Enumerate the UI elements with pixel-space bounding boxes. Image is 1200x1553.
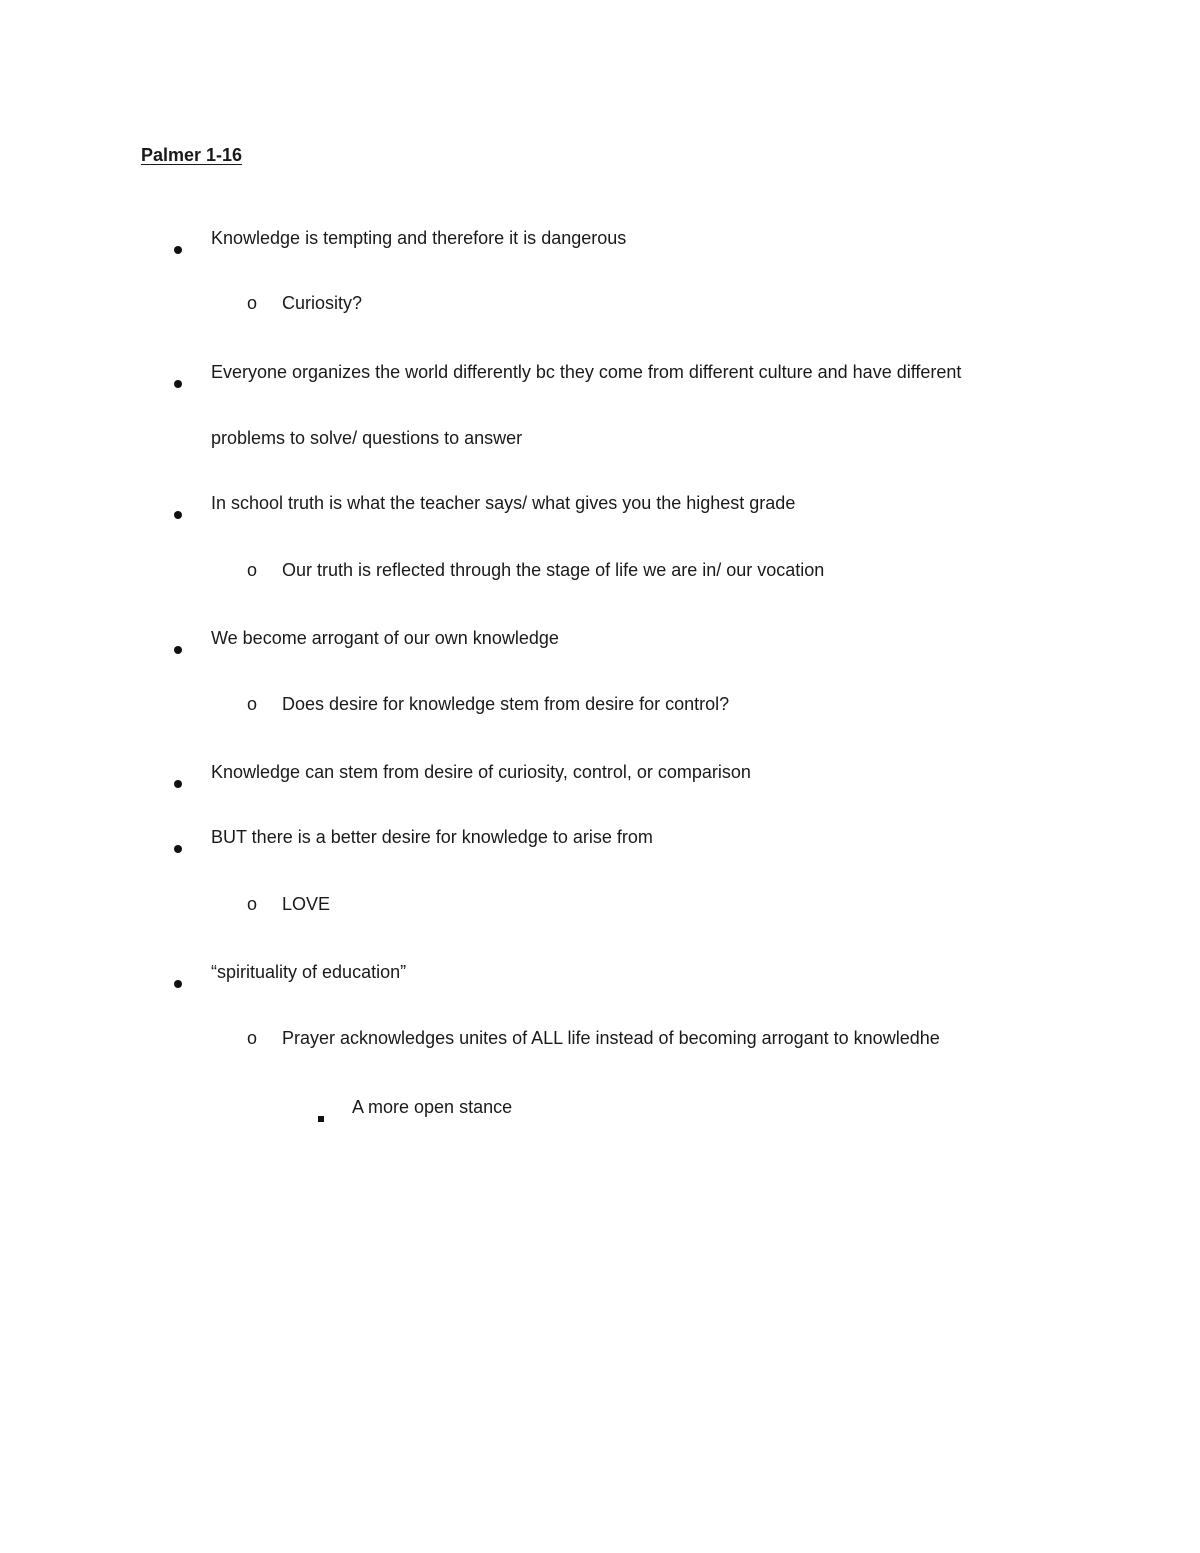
list-item: “spirituality of education”: [211, 962, 407, 982]
list-item: LOVE: [282, 894, 331, 914]
bullet-dot-icon: [174, 501, 182, 525]
bullet-dot-icon: [174, 636, 182, 660]
list-item: A more open stance: [352, 1097, 513, 1117]
sub-bullet-marker: o: [247, 293, 258, 313]
square-bullet-icon: [318, 1104, 324, 1128]
sub-bullet-marker: o: [247, 560, 258, 580]
list-item: We become arrogant of our own knowledge: [211, 628, 559, 648]
list-item: Does desire for knowledge stem from desire for control?: [282, 694, 730, 714]
bullet-dot-icon: [174, 970, 182, 994]
sub-bullet-marker: o: [247, 894, 258, 914]
list-item-continuation: problems to solve/ questions to answer: [211, 428, 523, 448]
sub-bullet-marker: o: [247, 694, 258, 714]
bullet-dot-icon: [174, 236, 182, 260]
list-item: Prayer acknowledges unites of ALL life instead of becoming arrogant to knowledhe: [282, 1028, 940, 1048]
list-item: In school truth is what the teacher says/ what gives you the highest grade: [211, 493, 796, 513]
list-item: BUT there is a better desire for knowledge to arise from: [211, 827, 653, 847]
document-title: Palmer 1-16: [141, 145, 243, 165]
list-item: Curiosity?: [282, 293, 363, 313]
list-item: Everyone organizes the world differently bc they come from different culture and have different: [211, 362, 962, 382]
bullet-dot-icon: [174, 835, 182, 859]
sub-bullet-marker: o: [247, 1028, 258, 1048]
bullet-dot-icon: [174, 370, 182, 394]
list-item: Knowledge is tempting and therefore it is dangerous: [211, 228, 627, 248]
bullet-dot-icon: [174, 770, 182, 794]
list-item: Our truth is reflected through the stage of life we are in/ our vocation: [282, 560, 825, 580]
list-item: Knowledge can stem from desire of curiosity, control, or comparison: [211, 762, 751, 782]
